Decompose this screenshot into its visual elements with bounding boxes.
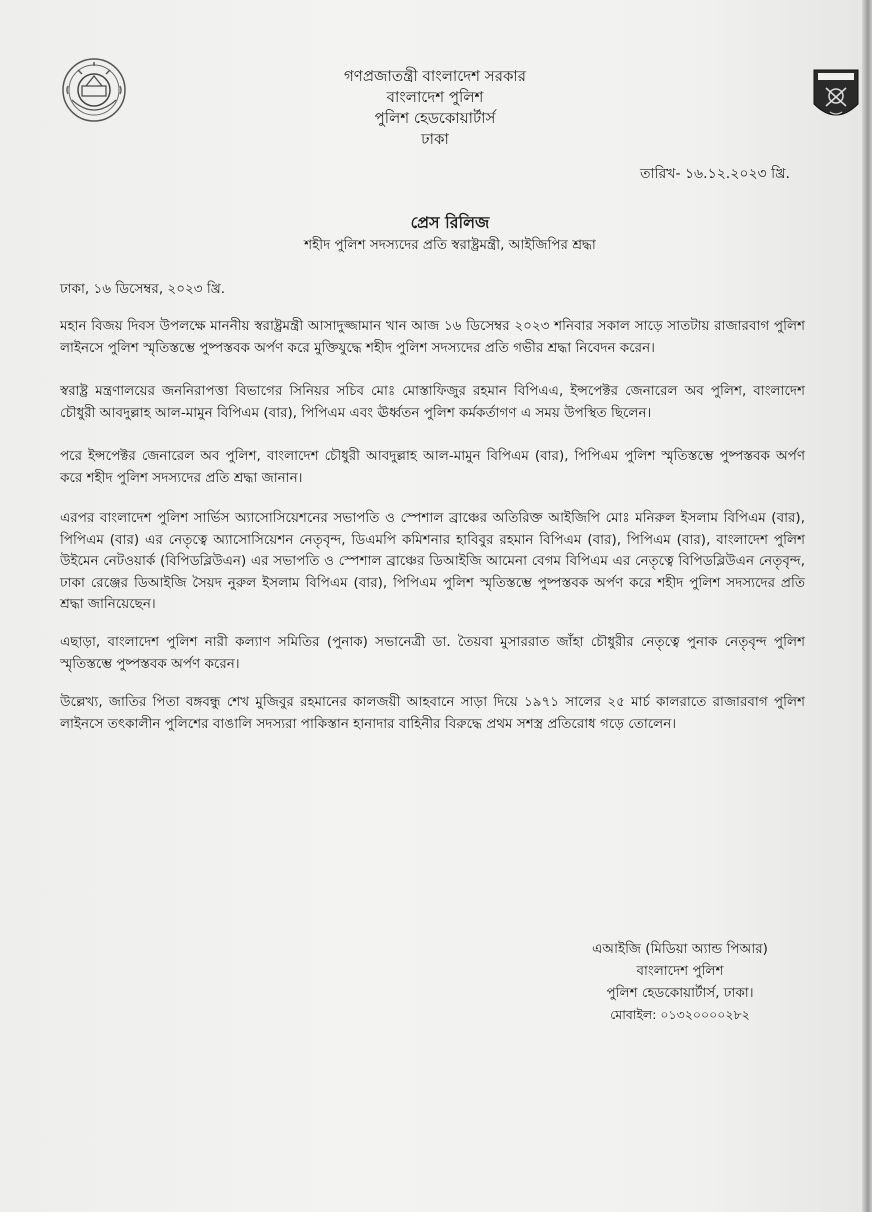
document-title: প্রেস রিলিজ	[410, 213, 490, 232]
letterhead-department: বাংলাদেশ পুলিশ	[386, 88, 484, 106]
signature-block	[560, 938, 800, 1026]
signature-designation: এআইজি (মিডিয়া অ্যান্ড পিআর)	[592, 941, 768, 957]
signature-office: পুলিশ হেডকোয়ার্টার্স, ঢাকা।	[606, 985, 754, 1001]
police-emblem-icon	[60, 56, 128, 124]
title-block	[220, 212, 680, 256]
paragraph: উল্লেখ্য, জাতির পিতা বঙ্গবন্ধু শেখ মুজিবুর রহমানের কালজয়ী আহবানে সাড়া দিয়ে ১৯৭১ সালের ২৫ মার্চ কালরাতে রাজারবাগ পুলিশ লাইনসে তৎকালীন পুলিশের বাঙালি সদস্যরা পাকিস্তান হানাদার বাহিনীর বিরুদ্ধে প্রথম সশস্ত্র প্রতিরোধ গড়ে তোলেন।	[60, 694, 805, 732]
paragraph: পরে ইন্সপেক্টর জেনারেল অব পুলিশ, বাংলাদেশ চৌধুরী আবদুল্লাহ আল-মামুন বিপিএম (বার), পিপিএম পুলিশ স্মৃতিস্তম্ভে পুষ্পস্তবক অর্পণ করে শহীদ পুলিশ সদস্যদের প্রতি শ্রদ্ধা জানান।	[60, 448, 805, 486]
letterhead-office: পুলিশ হেডকোয়ার্টার্স	[374, 109, 496, 127]
paragraph: এরপর বাংলাদেশ পুলিশ সার্ভিস অ্যাসোসিয়েশনের সভাপতি ও স্পেশাল ব্রাঞ্চের অতিরিক্ত আইজিপি মোঃ মনিরুল ইসলাম বিপিএম (বার), পিপিএম (বার) এর নেতৃত্বে অ্যাসোসিয়েশন নেতৃবৃন্দ, ডিএমপি কমিশনার হাবিবুর রহমান বিপিএম (বার), পিপিএম (বার), বাংলাদেশ পুলিশ উইমেন নেটওয়ার্ক (বিপিডব্লিউএন) এর সভাপতি ও স্পেশাল ব্রাঞ্চের ডিআইজি আমেনা বেগম বিপিএম এর নেতৃত্বে বিপিডব্লিউএন নেতৃবৃন্দ, ঢাকা রেঞ্জের ডিআইজি সৈয়দ নুরুল ইসলাম বিপিএম (বার), পিপিএম পুলিশ স্মৃতিস্তম্ভে পুষ্পস্তবক অর্পণ করে শহীদ পুলিশ সদস্যদের প্রতি শ্রদ্ধা জানিয়েছেন।	[60, 510, 805, 612]
signature-organization: বাংলাদেশ পুলিশ	[636, 963, 724, 979]
signature-mobile: মোবাইল: ০১৩২০০০০২৮২	[610, 1007, 750, 1022]
document-date: তারিখ- ১৬.১২.২০২৩ খ্রি.	[640, 166, 790, 182]
document-subtitle: শহীদ পুলিশ সদস্যদের প্রতি স্বরাষ্ট্রমন্ত্রী, আইজিপির শ্রদ্ধা	[304, 237, 596, 253]
letterhead-government: গণপ্রজাতন্ত্রী বাংলাদেশ সরকার	[343, 67, 527, 85]
police-shield-logo-icon	[812, 68, 860, 128]
paragraph: মহান বিজয় দিবস উপলক্ষে মাননীয় স্বরাষ্ট্রমন্ত্রী আসাদুজ্জামান খান আজ ১৬ ডিসেম্বর ২০২৩ শনিবার সকাল সাড়ে সাতটায় রাজারবাগ পুলিশ লাইনসে পুলিশ স্মৃতিস্তম্ভে পুষ্পস্তবক অর্পণ করে মুক্তিযুদ্ধে শহীদ পুলিশ সদস্যদের প্রতি গভীর শ্রদ্ধা নিবেদন করেন।	[60, 318, 805, 356]
paragraph: এছাড়া, বাংলাদেশ পুলিশ নারী কল্যাণ সমিতির (পুনাক) সভানেত্রী ডা. তৈয়বা মুসাররাত জাঁহা চৌধুরীর নেতৃত্বে পুনাক নেতৃবৃন্দ পুলিশ স্মৃতিস্তম্ভে পুষ্পস্তবক অর্পণ করেন।	[60, 634, 805, 672]
paragraph: স্বরাষ্ট্র মন্ত্রণালয়ের জননিরাপত্তা বিভাগের সিনিয়র সচিব মোঃ মোস্তাফিজুর রহমান বিপিএএ, ইন্সপেক্টর জেনারেল অব পুলিশ, বাংলাদেশ চৌধুরী আবদুল্লাহ আল-মামুন বিপিএম (বার), পিপিএম এবং ঊর্ধ্বতন পুলিশ কর্মকর্তাগণ এ সময় উপস্থিত ছিলেন।	[60, 383, 805, 421]
press-dateline: ঢাকা, ১৬ ডিসেম্বর, ২০২৩ খ্রি.	[60, 281, 226, 297]
letterhead-city: ঢাকা	[421, 130, 449, 148]
page-edge	[862, 0, 872, 1212]
letterhead	[280, 66, 590, 150]
